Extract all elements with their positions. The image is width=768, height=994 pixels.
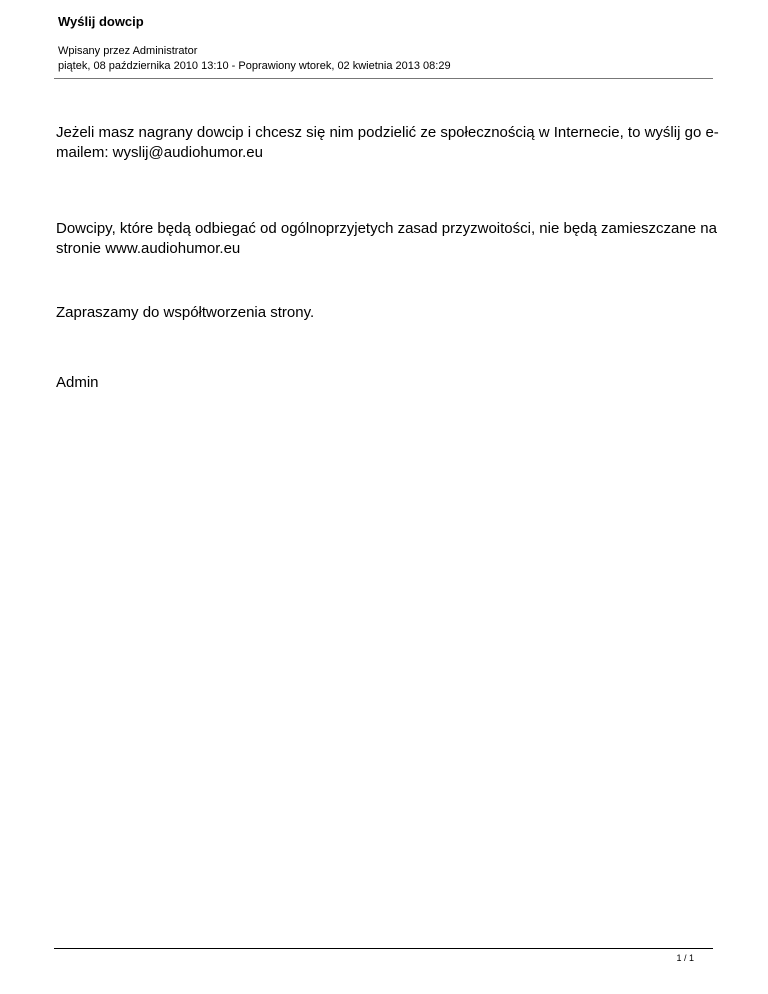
header-divider: [54, 78, 713, 79]
paragraph-signature: Admin: [56, 374, 99, 391]
page-title: Wyślij dowcip: [58, 14, 144, 29]
date-line: piątek, 08 października 2010 13:10 - Poprawiony wtorek, 02 kwietnia 2013 08:29: [58, 60, 451, 72]
page-number: 1 / 1: [676, 953, 694, 963]
paragraph-decency-policy: Dowcipy, które będą odbiegać od ogólnoprzyjetych zasad przyzwoitości, nie będą zamieszczane na stronie www.audiohumor.eu: [56, 220, 717, 257]
footer-divider: [54, 948, 713, 949]
author-line: Wpisany przez Administrator: [58, 45, 198, 57]
paragraph-submit-info: Jeżeli masz nagrany dowcip i chcesz się nim podzielić ze społecznością w Internecie, to wyślij go e-mailem: wyslij@audiohumor.eu: [56, 124, 719, 161]
paragraph-invitation: Zapraszamy do współtworzenia strony.: [56, 304, 315, 321]
article-meta: [58, 44, 451, 74]
